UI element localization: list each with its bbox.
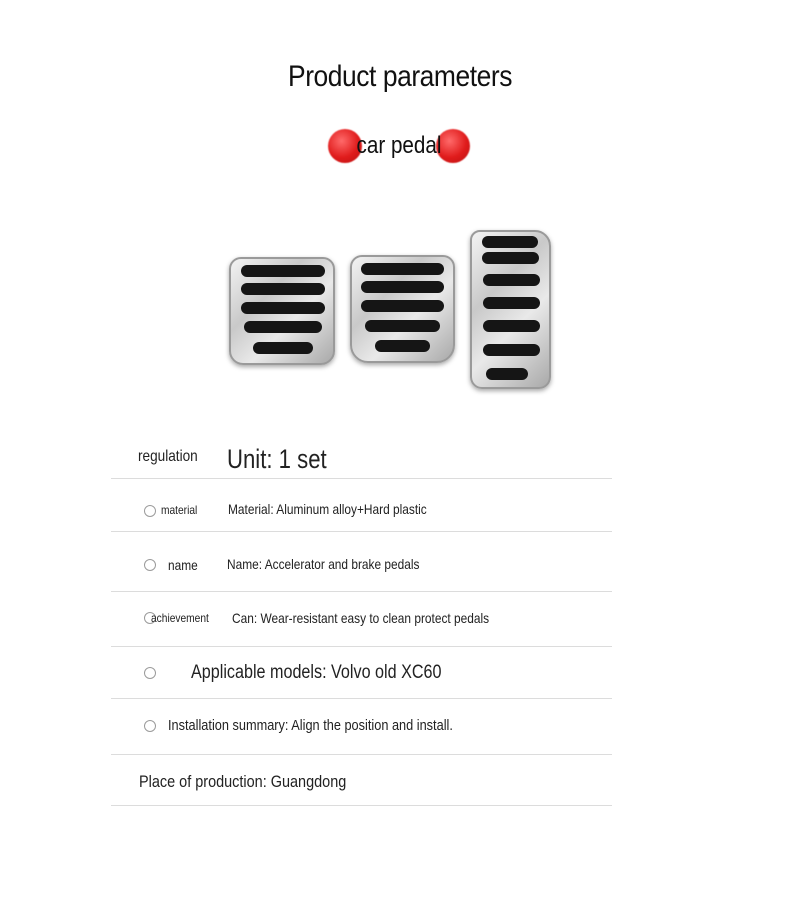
divider bbox=[111, 646, 612, 647]
row-value-models: Applicable models: Volvo old XC60 bbox=[191, 662, 442, 683]
divider bbox=[111, 531, 612, 532]
brake-pedal bbox=[350, 255, 455, 363]
circle-bullet-icon bbox=[144, 559, 156, 571]
row-value-installation: Installation summary: Align the position and install. bbox=[168, 717, 453, 734]
row-value-name: Name: Accelerator and brake pedals bbox=[227, 556, 420, 572]
circle-bullet-icon bbox=[144, 720, 156, 732]
pedal-set-photo bbox=[225, 228, 555, 394]
circle-bullet-icon bbox=[144, 667, 156, 679]
accelerator-pedal bbox=[470, 230, 551, 389]
row-value-achievement: Can: Wear-resistant easy to clean protect pedals bbox=[232, 610, 490, 626]
page-title: Product parameters bbox=[288, 60, 512, 93]
row-label-regulation: regulation bbox=[138, 448, 198, 465]
row-label-name: name bbox=[168, 557, 198, 573]
clutch-pedal bbox=[229, 257, 335, 365]
product-badge bbox=[328, 126, 470, 166]
divider bbox=[111, 478, 612, 479]
divider bbox=[111, 805, 612, 806]
row-label-achievement: achievement bbox=[151, 611, 209, 625]
row-value-material: Material: Aluminum alloy+Hard plastic bbox=[228, 501, 427, 517]
row-value-unit: Unit: 1 set bbox=[227, 444, 327, 474]
divider bbox=[111, 754, 612, 755]
row-value-origin: Place of production: Guangdong bbox=[139, 772, 347, 791]
circle-bullet-icon bbox=[144, 505, 156, 517]
divider bbox=[111, 698, 612, 699]
row-label-material: material bbox=[161, 503, 198, 517]
badge-label: car pedal bbox=[356, 132, 442, 159]
divider bbox=[111, 591, 612, 592]
